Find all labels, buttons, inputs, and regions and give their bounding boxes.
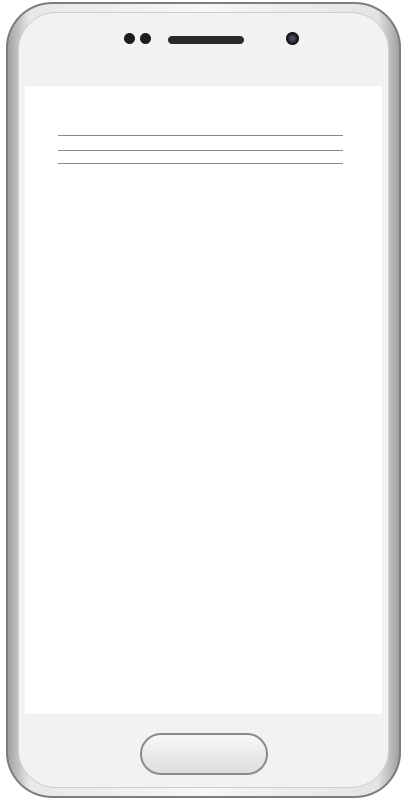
bottom-flower-border [25, 670, 382, 714]
verse-item-1[interactable] [58, 150, 343, 151]
left-flower-border [25, 86, 45, 714]
top-flower-border [25, 88, 382, 128]
earpiece-speaker [168, 36, 244, 44]
home-button[interactable] [140, 733, 268, 775]
front-camera [286, 32, 299, 45]
front-sensor-2 [140, 33, 151, 44]
right-flower-border [362, 86, 382, 714]
verse-item-2[interactable] [58, 163, 343, 164]
verse-divider [58, 150, 343, 151]
verse-divider [58, 163, 343, 164]
verse-divider [58, 135, 343, 136]
front-sensor [124, 33, 135, 44]
verse-item-basmala[interactable] [58, 135, 343, 136]
verse-list[interactable] [58, 126, 343, 676]
app-screen[interactable] [25, 86, 382, 714]
